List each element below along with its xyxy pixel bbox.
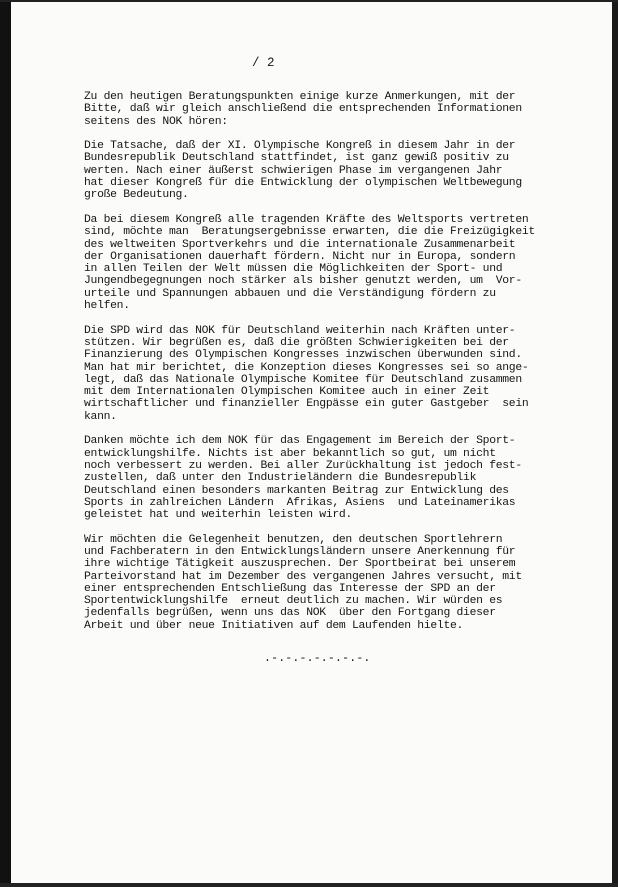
text-line: kann. [84, 410, 117, 423]
text-line: zustellen, daß unter den Industrieländern die Bundesrepublik [84, 472, 477, 485]
paragraph-sportlehrer [84, 534, 584, 632]
document-body [84, 91, 584, 644]
text-line: Sports in zahlreichen Ländern Afrikas, Asiens und Lateinamerikas [84, 496, 516, 509]
text-line: Wir möchten die Gelegenheit benutzen, den deutschen Sportlehrern [84, 533, 503, 546]
paragraph-weltsport [84, 214, 584, 312]
page-number: / 2 [252, 56, 275, 70]
text-line: Die SPD wird das NOK für Deutschland weiterhin nach Kräften unter- [84, 324, 516, 337]
text-line: werten. Nach einer äußerst schwierigen Phase im vergangenen Jahr [84, 164, 503, 177]
text-line: Zu den heutigen Beratungspunkten einige kurze Anmerkungen, mit der [84, 91, 516, 103]
text-line: stützen. Wir begrüßen es, daß die größten Schwierigkeiten bei der [84, 336, 509, 349]
text-line: große Bedeutung. [84, 189, 189, 202]
paragraph-entwicklungshilfe [84, 435, 584, 521]
text-line: und Fachberatern in den Entwicklungsländern unsere Anerkennung für [84, 545, 516, 558]
text-line: noch verbessert zu werden. Bei aller Zurückhaltung ist jedoch fest- [84, 459, 522, 472]
text-line: Bitte, daß wir gleich anschließend die entsprechenden Informationen [84, 103, 522, 116]
text-line: einer entsprechenden Entschließung das Interesse der SPD an der [84, 582, 496, 595]
paragraph-intro [84, 91, 584, 128]
text-line: mit dem Internationalen Olympischen Komitee auch in einer Zeit [84, 386, 490, 399]
text-line: jedenfalls begrüßen, wenn uns das NOK über den Fortgang dieser [84, 607, 496, 620]
text-line: Parteivorstand hat im Dezember des vergangenen Jahres versucht, mit [84, 570, 522, 583]
text-line: hat dieser Kongreß für die Entwicklung der olympischen Weltbewegung [84, 177, 522, 190]
text-line: der Organisationen dauerhaft fördern. Nicht nur in Europa, sondern [84, 250, 516, 263]
scan-border-bottom [0, 883, 618, 887]
closing-separator: .-.-.-.-.-.-.-. [264, 652, 371, 665]
text-line: Finanzierung des Olympischen Kongresses inzwischen überwunden sind. [84, 349, 522, 362]
text-line: urteile und Spannungen abbauen und die Verständigung fördern zu [84, 287, 496, 300]
text-line: ihre wichtige Tätigkeit auszusprechen. Der Sportbeirat bei unserem [84, 558, 516, 571]
text-line: des weltweiten Sportverkehrs und die internationale Zusammenarbeit [84, 238, 516, 251]
text-line: Da bei diesem Kongreß alle tragenden Kräfte des Weltsports vertreten [84, 213, 529, 226]
text-line: Deutschland einen besonders markanten Beitrag zur Entwicklung des [84, 484, 509, 497]
text-line: wirtschaftlicher und finanzieller Engpässe ein guter Gastgeber sein [84, 398, 529, 411]
text-line: seitens des NOK hören: [84, 115, 228, 128]
text-line: entwicklungshilfe. Nichts ist aber bekanntlich so gut, um nicht [84, 447, 496, 460]
text-line: legt, daß das Nationale Olympische Komitee für Deutschland zusammen [84, 373, 522, 386]
text-line: in allen Teilen der Welt müssen die Möglichkeiten der Sport- und [84, 263, 503, 276]
text-line: Die Tatsache, daß der XI. Olympische Kongreß in diesem Jahr in der [84, 140, 516, 153]
text-line: helfen. [84, 300, 130, 313]
text-line: Bundesrepublik Deutschland stattfindet, ist ganz gewiß positiv zu [84, 152, 509, 165]
text-line: Sportentwicklungshilfe erneut deutlich zu machen. Wir würden es [84, 595, 503, 608]
text-line: sind, möchte man Beratungsergebnisse erwarten, die die Freizügigkeit [84, 226, 535, 239]
paragraph-kongress [84, 140, 584, 201]
text-line: Jungendbegegnungen noch stärker als bisher genutzt werden, um Vor- [84, 275, 522, 288]
text-line: Arbeit und über neue Initiativen auf dem Laufenden hielte. [84, 619, 464, 632]
text-line: Man hat mir berichtet, die Konzeption dieses Kongresses sei so ange- [84, 361, 529, 374]
scan-border-top [0, 0, 618, 2]
text-line: geleistet hat und weiterhin leisten wird. [84, 509, 352, 522]
paragraph-spd [84, 325, 584, 423]
scan-border-right [612, 0, 618, 887]
scan-border-left [0, 0, 11, 887]
text-line: Danken möchte ich dem NOK für das Engagement im Bereich der Sport- [84, 435, 516, 448]
